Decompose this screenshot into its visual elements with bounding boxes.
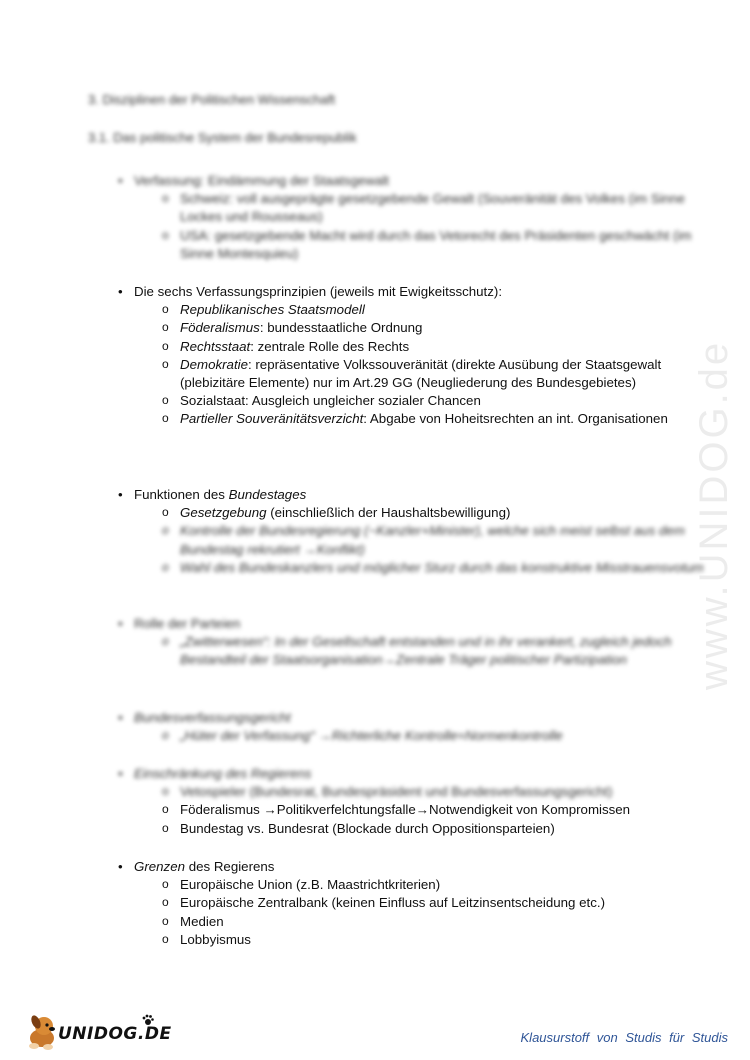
list-item: o Gesetzgebung (einschließlich der Haushaltsbewilligung) [162, 504, 710, 522]
unidog-logo [24, 1012, 172, 1052]
list-item: o Bundestag vs. Bundesrat (Blockade durch Oppositionsparteien) [162, 820, 710, 838]
list-item: o Partieller Souveränitätsverzicht: Abgabe von Hoheitsrechten an int. Organisationen [162, 410, 710, 428]
list-item: o Europäische Zentralbank (keinen Einfluss auf Leitzinsentscheidung etc.) [162, 894, 710, 912]
section-verfassungsprinzipien [118, 283, 710, 429]
list-item: o „Zwitterwesen“: In der Gesellschaft entstanden und in ihr verankert, zugleich jedoch Bestandteil der Staatsorganisation→Zentrale Träger politischer Partizipation [162, 633, 710, 669]
bullet-grenzen: • Grenzen des Regierens [118, 858, 710, 876]
bullet-verfassung: • Verfassung: Eindämmung der Staatsgewalt [118, 172, 710, 190]
section-bverfg [118, 709, 710, 745]
footer-tagline: Klausurstoff von Studis für Studis [520, 1030, 728, 1045]
chapter-heading: 3. Disziplinen der Politischen Wissenschaft [88, 92, 336, 107]
list-item: o Schweiz: voll ausgeprägte gesetzgebende Gewalt (Souveränität des Volkes (im Sinne Lockes und Rousseaus) [162, 190, 710, 226]
logo-text: UNIDOG.DE [58, 1024, 172, 1044]
section-einschraenkung [118, 765, 710, 838]
list-item: o Kontrolle der Bundesregierung (~Kanzler+Minister), welche sich meist selbst aus dem Bundestag rekrutiert →Konflikt) [162, 522, 710, 558]
section-parteien [118, 615, 710, 670]
list-item: o Föderalismus: bundesstaatliche Ordnung [162, 319, 710, 337]
list-item: o Republikanisches Staatsmodell [162, 301, 710, 319]
bullet-parteien: • Rolle der Parteien [118, 615, 710, 633]
section-bundestag [118, 486, 710, 577]
list-item: o USA: gesetzgebende Macht wird durch das Vetorecht des Präsidenten geschwächt (im Sinne Montesquieu) [162, 227, 710, 263]
bullet-bverfg: • Bundesverfassungsgericht [118, 709, 710, 727]
list-item: o Föderalismus →Politikverfelchtungsfalle→Notwendigkeit von Kompromissen [162, 801, 710, 819]
watermark: www.UNIDOG.de [692, 339, 736, 690]
section-verfassung [118, 172, 710, 263]
list-item: o Wahl des Bundeskanzlers und möglicher Sturz durch das konstruktive Misstrauensvotum [162, 559, 710, 577]
list-item: o Rechtsstaat: zentrale Rolle des Rechts [162, 338, 710, 356]
section-heading: 3.1. Das politische System der Bundesrepublik [88, 130, 357, 145]
list-item: o Vetospieler (Bundesrat, Bundespräsident und Bundesverfassungsgericht) [162, 783, 710, 801]
list-item: o Demokratie: repräsentative Volkssouveränität (direkte Ausübung der Staatsgewalt (plebizitäre Elemente) nur im Art.29 GG (Neugliederung des Bundesgebietes) [162, 356, 710, 392]
bullet-verfassungsprinzipien: • Die sechs Verfassungsprinzipien (jeweils mit Ewigkeitsschutz): [118, 283, 710, 301]
list-item: o Sozialstaat: Ausgleich ungleicher sozialer Chancen [162, 392, 710, 410]
list-item: o Medien [162, 913, 710, 931]
bullet-einschraenkung: • Einschränkung des Regierens [118, 765, 710, 783]
list-item: o Europäische Union (z.B. Maastrichtkriterien) [162, 876, 710, 894]
section-grenzen [118, 858, 710, 949]
bullet-bundestag: • Funktionen des Bundestages [118, 486, 710, 504]
list-item: o Lobbyismus [162, 931, 710, 949]
list-item: o „Hüter der Verfassung“ →Richterliche Kontrolle=Normenkontrolle [162, 727, 710, 745]
